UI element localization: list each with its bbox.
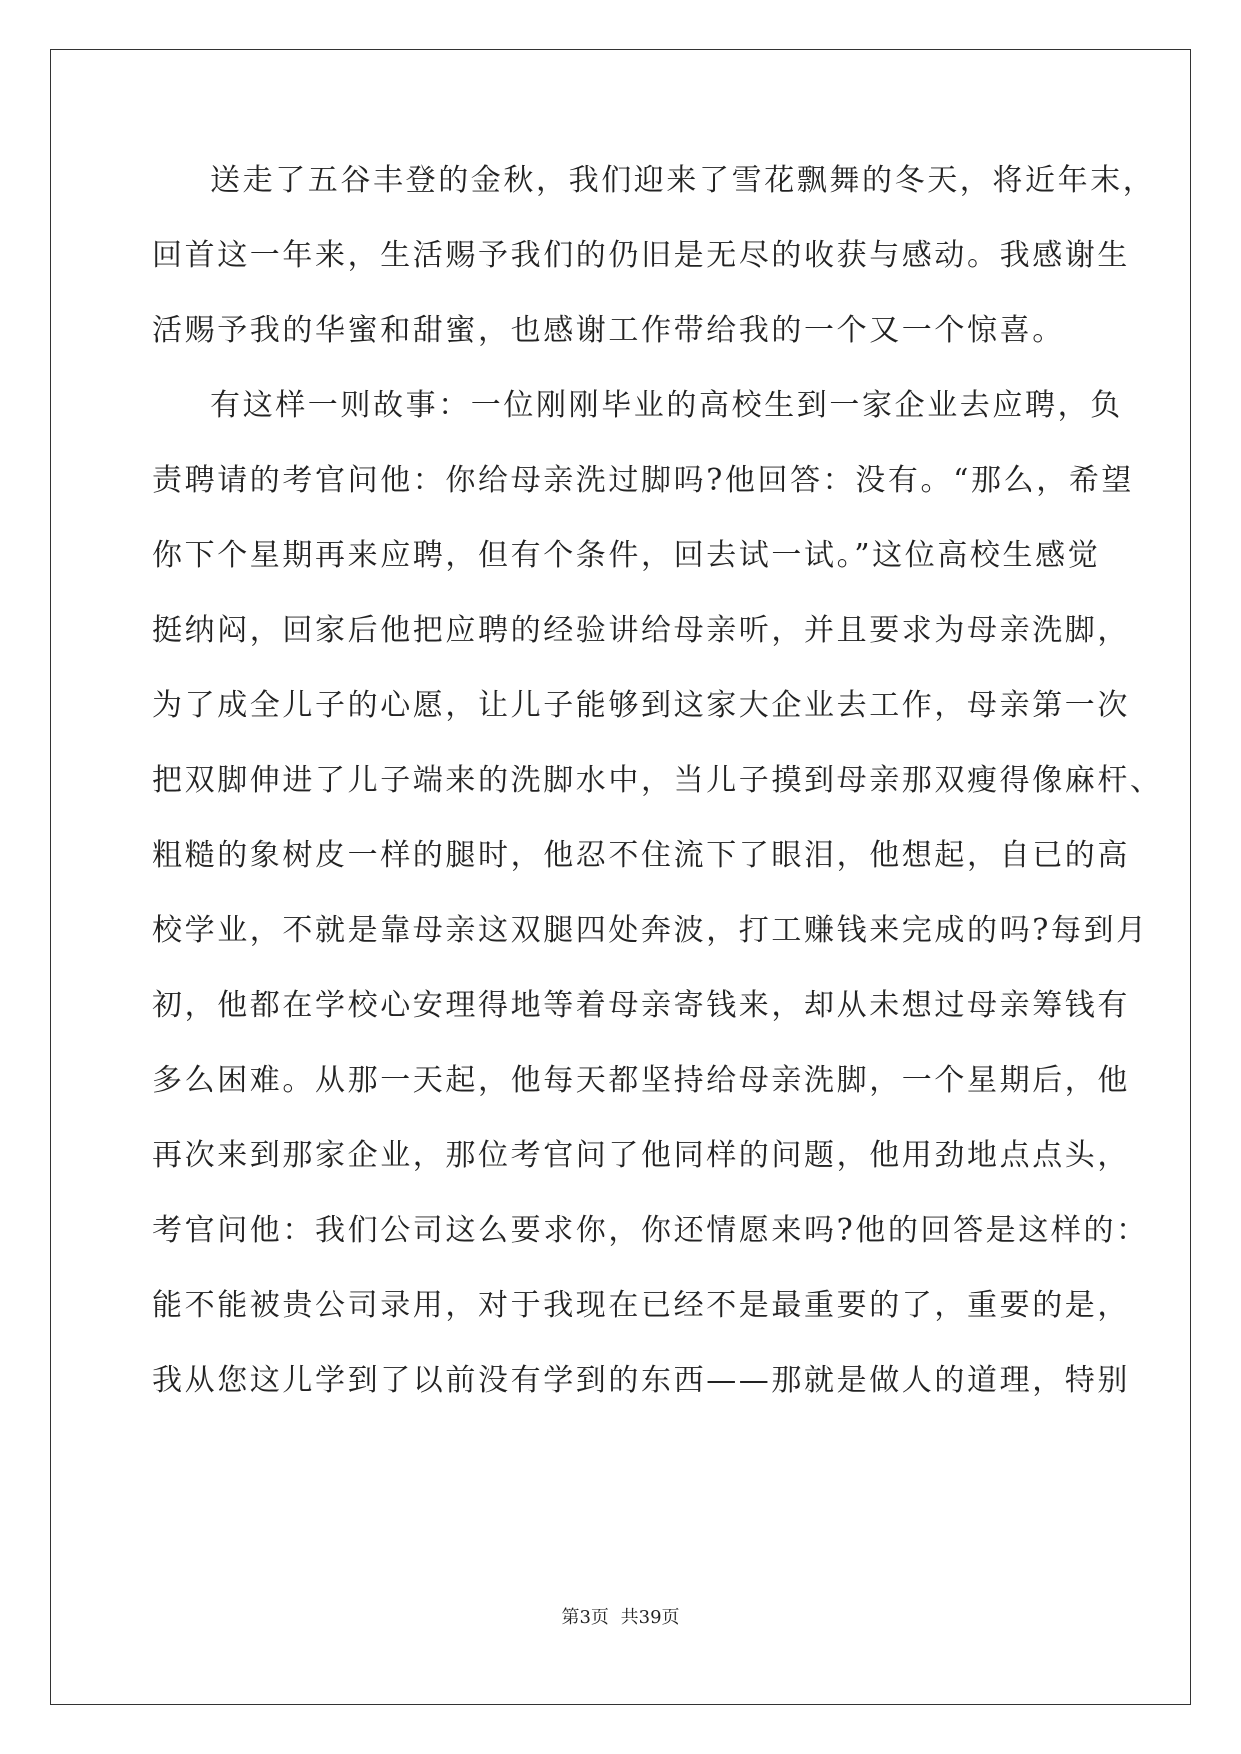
paragraph-1-line-2: 回首这一年来，生活赐予我们的仍旧是无尽的收获与感动。我感谢生 xyxy=(152,238,1130,273)
paragraph-2-line-10: 多么困难。从那一天起，他每天都坚持给母亲洗脚，一个星期后，他 xyxy=(152,1063,1130,1098)
paragraph-1-line-3: 活赐予我的华蜜和甜蜜，也感谢工作带给我的一个又一个惊喜。 xyxy=(152,313,1065,348)
paragraph-2-line-8: 校学业，不就是靠母亲这双腿四处奔波，打工赚钱来完成的吗?每到月 xyxy=(152,913,1149,948)
page-border xyxy=(50,49,1191,1705)
paragraph-1-line-1: 送走了五谷丰登的金秋，我们迎来了雪花飘舞的冬天，将近年末， xyxy=(210,163,1156,198)
paragraph-2-line-1: 有这样一则故事：一位刚刚毕业的高校生到一家企业去应聘，负 xyxy=(210,388,1123,423)
paragraph-2-line-4: 挺纳闷，回家后他把应聘的经验讲给母亲听，并且要求为母亲洗脚， xyxy=(152,613,1130,648)
page-number: 第3页 xyxy=(561,1607,609,1628)
paragraph-2-line-13: 能不能被贵公司录用，对于我现在已经不是最重要的了，重要的是， xyxy=(152,1288,1130,1323)
paragraph-2-line-6: 把双脚伸进了儿子端来的洗脚水中，当儿子摸到母亲那双瘦得像麻杆、 xyxy=(152,763,1163,798)
page-total: 共39页 xyxy=(620,1607,680,1628)
page-footer xyxy=(0,1606,1241,1630)
paragraph-2-line-11: 再次来到那家企业，那位考官问了他同样的问题，他用劲地点点头， xyxy=(152,1138,1130,1173)
paragraph-2-line-7: 粗糙的象树皮一样的腿时，他忍不住流下了眼泪，他想起，自已的高 xyxy=(152,838,1130,873)
paragraph-2-line-2: 责聘请的考官问他：你给母亲洗过脚吗?他回答：没有。“那么，希望 xyxy=(152,463,1135,498)
paragraph-2-line-12: 考官问他：我们公司这么要求你，你还情愿来吗?他的回答是这样的： xyxy=(152,1213,1149,1248)
paragraph-2-line-3: 你下个星期再来应聘，但有个条件，回去试一试。”这位高校生感觉 xyxy=(152,538,1101,573)
paragraph-2-line-5: 为了成全儿子的心愿，让儿子能够到这家大企业去工作，母亲第一次 xyxy=(152,688,1130,723)
paragraph-2-line-14: 我从您这儿学到了以前没有学到的东西——那就是做人的道理，特别 xyxy=(152,1363,1130,1398)
paragraph-2-line-9: 初，他都在学校心安理得地等着母亲寄钱来，却从未想过母亲筹钱有 xyxy=(152,988,1130,1023)
